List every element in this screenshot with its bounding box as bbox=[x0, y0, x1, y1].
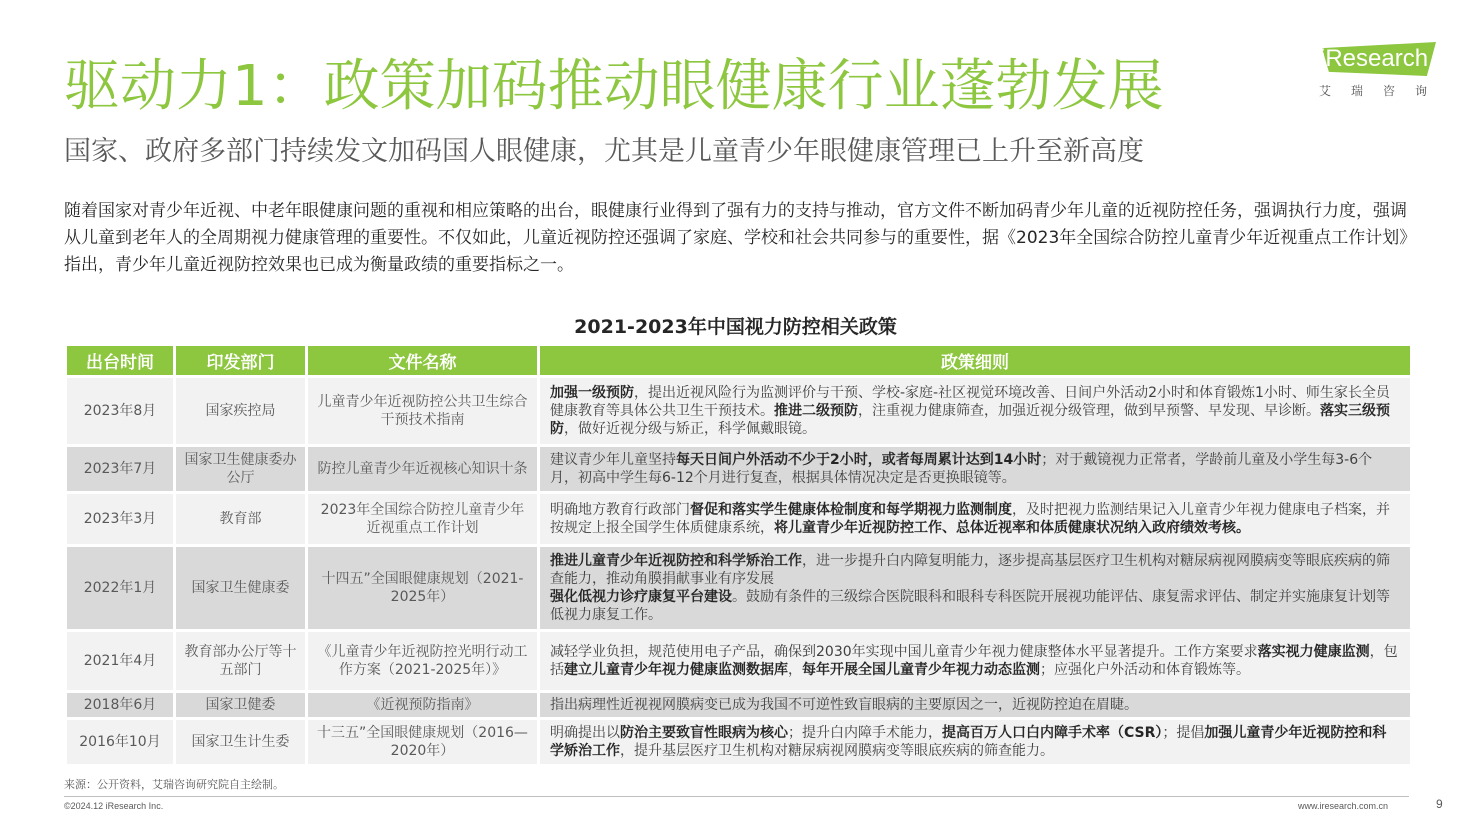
detail-bold-text: 落实视力健康监测 bbox=[1257, 644, 1370, 660]
cell-date: 2022年1月 bbox=[67, 547, 173, 629]
cell-detail bbox=[540, 494, 1410, 544]
website: www.iresearch.com.cn bbox=[1298, 801, 1389, 811]
header-dept: 印发部门 bbox=[176, 346, 305, 375]
detail-text: ，进一步提升白内障复明能力，逐步提高基层医疗卫生机构对糖尿病视网膜病变等眼底疾病的筛查能力，推动角膜捐献事业有序发展 bbox=[550, 553, 1390, 587]
detail-bold-text: 强化低视力诊疗康复平台建设 bbox=[550, 589, 732, 605]
detail-text: 明确提出以 bbox=[550, 725, 620, 741]
table-title: 2021-2023年中国视力防控相关政策 bbox=[574, 316, 897, 338]
page-subtitle: 国家、政府多部门持续发文加码国人眼健康，尤其是儿童青少年眼健康管理已上升至新高度 bbox=[64, 136, 1144, 167]
intro-paragraph: 随着国家对青少年近视、中老年眼健康问题的重视和相应策略的出台，眼健康行业得到了强有力的支持与推动，官方文件不断加码青少年儿童的近视防控任务，强调执行力度，强调从儿童到老年人的全周期视力健康管理的重要性。不仅如此，儿童近视防控还强调了家庭、学校和社会共同参与的重要性，据《2023年全国综合防控儿童青少年近视重点工作计划》指出，青少年儿童近视防控效果也已成为衡量政绩的重要指标之一。 bbox=[64, 201, 1408, 275]
detail-text: 指出病理性近视视网膜病变已成为我国不可逆性致盲眼病的主要原因之一，近视防控迫在眉睫。 bbox=[550, 697, 1138, 713]
header-doc: 文件名称 bbox=[308, 346, 537, 375]
table-row bbox=[67, 632, 1410, 690]
cell-detail bbox=[540, 632, 1410, 690]
detail-bold-text: 督促和落实学生健康体检制度和每学期视力监测制度 bbox=[690, 502, 1012, 518]
cell-doc: 2023年全国综合防控儿童青少年近视重点工作计划 bbox=[308, 494, 537, 544]
cell-dept: 教育部 bbox=[176, 494, 305, 544]
cell-detail bbox=[540, 547, 1410, 629]
detail-text: ，提升基层医疗卫生机构对糖尿病视网膜病变等眼底疾病的筛查能力。 bbox=[620, 743, 1054, 759]
iresearch-logo bbox=[1316, 40, 1448, 100]
page-number: 9 bbox=[1436, 797, 1443, 811]
cell-date: 2018年6月 bbox=[67, 693, 173, 717]
detail-text: ；提倡 bbox=[1162, 725, 1205, 741]
footer-divider bbox=[64, 796, 1409, 797]
table-row bbox=[67, 447, 1410, 491]
table-row bbox=[67, 547, 1410, 629]
detail-text: 建议青少年儿童坚持 bbox=[550, 452, 676, 468]
detail-text: 减轻学业负担，规范使用电子产品，确保到2030年实现中国儿童青少年视力健康整体水平显著提升。工作方案要求 bbox=[550, 644, 1258, 660]
detail-text: ，包括 bbox=[550, 644, 1398, 678]
detail-bold-text: 提高百万人口白内障手术率（CSR） bbox=[942, 725, 1163, 741]
cell-dept: 国家卫生健康委办公厅 bbox=[176, 447, 305, 491]
policy-table bbox=[64, 343, 1413, 767]
detail-text: ；应强化户外活动和体育锻炼等。 bbox=[1040, 662, 1250, 678]
cell-detail bbox=[540, 693, 1410, 717]
cell-doc: 防控儿童青少年近视核心知识十条 bbox=[308, 447, 537, 491]
detail-bold-text: 落实三级预防 bbox=[550, 403, 1390, 437]
detail-text: ，提出近视风险行为监测评价与干预、学校-家庭-社区视觉环境改善、日间户外活动2小时和体育锻炼1小时、师生家长全员健康教育等具体公共卫生干预技术。 bbox=[550, 385, 1390, 419]
cell-doc: 十三五”全国眼健康规划（2016—2020年） bbox=[308, 720, 537, 764]
table-row bbox=[67, 378, 1410, 444]
cell-date: 2021年4月 bbox=[67, 632, 173, 690]
detail-text: ；提升白内障手术能力， bbox=[788, 725, 942, 741]
table-header-row bbox=[67, 346, 1410, 375]
logo-subtext: 艾瑞咨询 bbox=[1319, 84, 1448, 98]
cell-dept: 国家疾控局 bbox=[176, 378, 305, 444]
cell-doc: 《近视预防指南》 bbox=[308, 693, 537, 717]
cell-date: 2023年3月 bbox=[67, 494, 173, 544]
page-title: 驱动力1：政策加码推动眼健康行业蓬勃发展 bbox=[64, 54, 1164, 119]
table-row bbox=[67, 720, 1410, 764]
cell-dept: 教育部办公厅等十五部门 bbox=[176, 632, 305, 690]
detail-bold-text: 建立儿童青少年视力健康监测数据库 bbox=[564, 662, 788, 678]
cell-doc: 儿童青少年近视防控公共卫生综合干预技术指南 bbox=[308, 378, 537, 444]
source-note: 来源：公开资料，艾瑞咨询研究院自主绘制。 bbox=[64, 778, 284, 791]
detail-text: ，注重视力健康筛查，加强近视分级管理，做到早预警、早发现、早诊断。 bbox=[858, 403, 1320, 419]
header-detail: 政策细则 bbox=[540, 346, 1410, 375]
table-row bbox=[67, 494, 1410, 544]
detail-text: 明确地方教育行政部门 bbox=[550, 502, 690, 518]
detail-bold-text: 防治主要致盲性眼病为核心 bbox=[620, 725, 788, 741]
cell-dept: 国家卫健委 bbox=[176, 693, 305, 717]
cell-dept: 国家卫生计生委 bbox=[176, 720, 305, 764]
detail-bold-text: 推进二级预防 bbox=[774, 403, 858, 419]
detail-text: ，及时把视力监测结果记入儿童青少年视力健康电子档案，并按规定上报全国学生体质健康系统， bbox=[550, 502, 1390, 536]
detail-text: ， bbox=[788, 662, 802, 678]
detail-bold-text: 加强一级预防 bbox=[550, 385, 634, 401]
detail-text: ；对于戴镜视力正常者，学龄前儿童及小学生每3-6个月，初高中学生每6-12个月进行复查，根据具体情况决定是否更换眼镜等。 bbox=[550, 452, 1373, 486]
cell-detail bbox=[540, 447, 1410, 491]
cell-detail bbox=[540, 378, 1410, 444]
detail-bold-text: 将儿童青少年近视防控工作、总体近视率和体质健康状况纳入政府绩效考核。 bbox=[774, 520, 1250, 536]
table-row bbox=[67, 693, 1410, 717]
header-date: 出台时间 bbox=[67, 346, 173, 375]
detail-bold-text: 加强儿童青少年近视防控和科学矫治工作 bbox=[550, 725, 1387, 759]
copyright: ©2024.12 iResearch Inc. bbox=[64, 801, 164, 811]
detail-bold-text: 每天日间户外活动不少于2小时，或者每周累计达到14小时 bbox=[676, 452, 1042, 468]
detail-text: 。鼓励有条件的三级综合医院眼科和眼科专科医院开展视功能评估、康复需求评估、制定并实施康复计划等低视力康复工作。 bbox=[550, 589, 1390, 623]
detail-text: ，做好近视分级与矫正，科学佩戴眼镜。 bbox=[564, 421, 816, 437]
cell-dept: 国家卫生健康委 bbox=[176, 547, 305, 629]
cell-doc: 《儿童青少年近视防控光明行动工作方案（2021-2025年）》 bbox=[308, 632, 537, 690]
detail-bold-text: 推进儿童青少年近视防控和科学矫治工作 bbox=[550, 553, 802, 569]
cell-date: 2023年8月 bbox=[67, 378, 173, 444]
logo-text: iResearch bbox=[1320, 45, 1429, 72]
cell-date: 2016年10月 bbox=[67, 720, 173, 764]
cell-detail bbox=[540, 720, 1410, 764]
cell-doc: 十四五”全国眼健康规划（2021-2025年） bbox=[308, 547, 537, 629]
detail-bold-text: 每年开展全国儿童青少年视力动态监测 bbox=[802, 662, 1040, 678]
cell-date: 2023年7月 bbox=[67, 447, 173, 491]
